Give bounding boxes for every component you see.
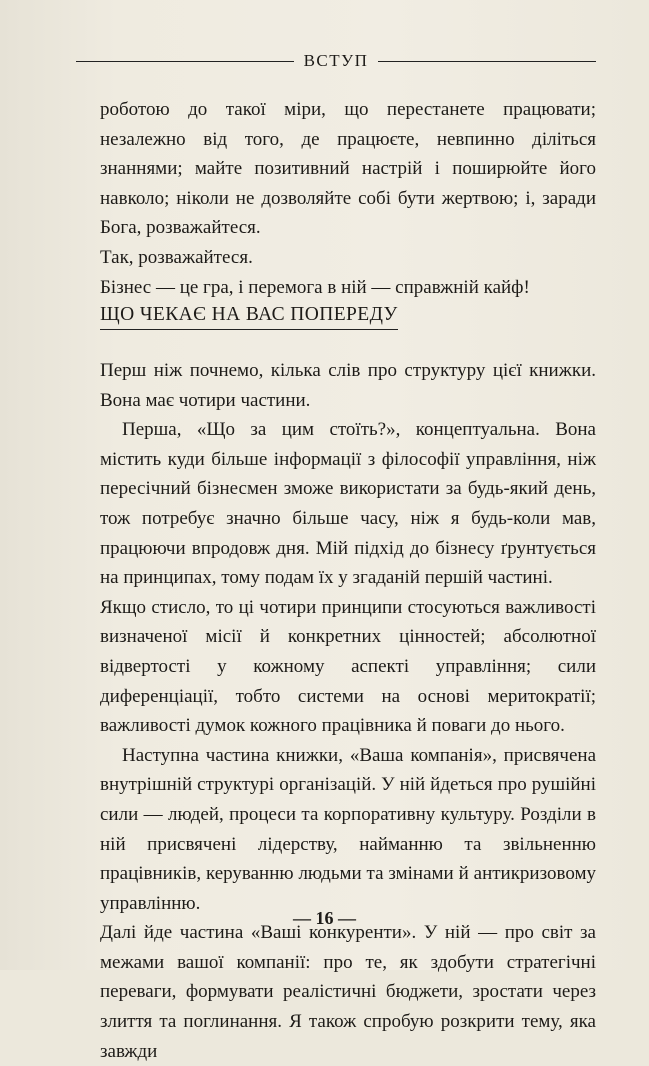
header-rule-right <box>378 61 596 62</box>
paragraph: Якщо стисло, то ці чотири принципи стосуються важливості визначеної місії й конкретних цінностей; абсолютної відвертості у кожному аспекті управління; сили диференціації, тобто системи на основі меритократії; важливості думок кожного працівника й поваги до нього. <box>100 596 596 737</box>
section-text <box>100 356 596 1066</box>
paragraph: Перш ніж почнемо, кілька слів про структуру цієї книжки. Вона має чотири частини. <box>100 360 596 411</box>
running-header <box>76 46 596 76</box>
paragraph: Далі йде частина «Ваші конкуренти». У ній — про світ за межами вашої компанії: про те, як здобути стратегічні переваги, формувати реалістичні бюджети, зростати через злиття та поглинання. Я також спробую розкрити тему, яка завжди <box>100 922 596 1062</box>
intro-text <box>100 95 596 302</box>
section-heading: ЩО ЧЕКАЄ НА ВАС ПОПЕРЕДУ <box>100 304 398 330</box>
paragraph: Наступна частина книжки, «Ваша компанія», присвячена внутрішній структурі організацій. У ній йдеться про рушійні сили — людей, процеси та корпоративну культуру. Розділи в ній присвячені лідерству, найманню та звільненню працівників, керуванню людьми та змінами й антикризовому управлінню. <box>100 744 596 914</box>
chapter-title: ВСТУП <box>303 51 369 70</box>
paragraph: роботою до такої міри, що перестанете працювати; незалежно від того, де працюєте, невпинно діліться знаннями; майте позитивний настрій і поширюйте його навколо; ніколи не дозволяйте собі бути жертвою; і, заради Бога, розважайтеся. <box>100 99 596 239</box>
paragraph: Перша, «Що за цим стоїть?», концептуальна. Вона містить куди більше інформації з філософії управління, ніж пересічний бізнесмен зможе використати за будь-який день, тож потребує значно більше часу, ніж я будь-коли мав, працюючи впродовж дня. Мій підхід до бізнесу ґрунтується на принципах, тому подам їх у згаданій першій частині. <box>100 419 596 589</box>
page-number: — 16 — <box>293 908 356 928</box>
paragraph: Так, розважайтеся. <box>100 246 253 268</box>
paragraph: Бізнес — це гра, і перемога в ній — справжній кайф! <box>100 276 530 298</box>
header-rule-left <box>76 61 294 62</box>
